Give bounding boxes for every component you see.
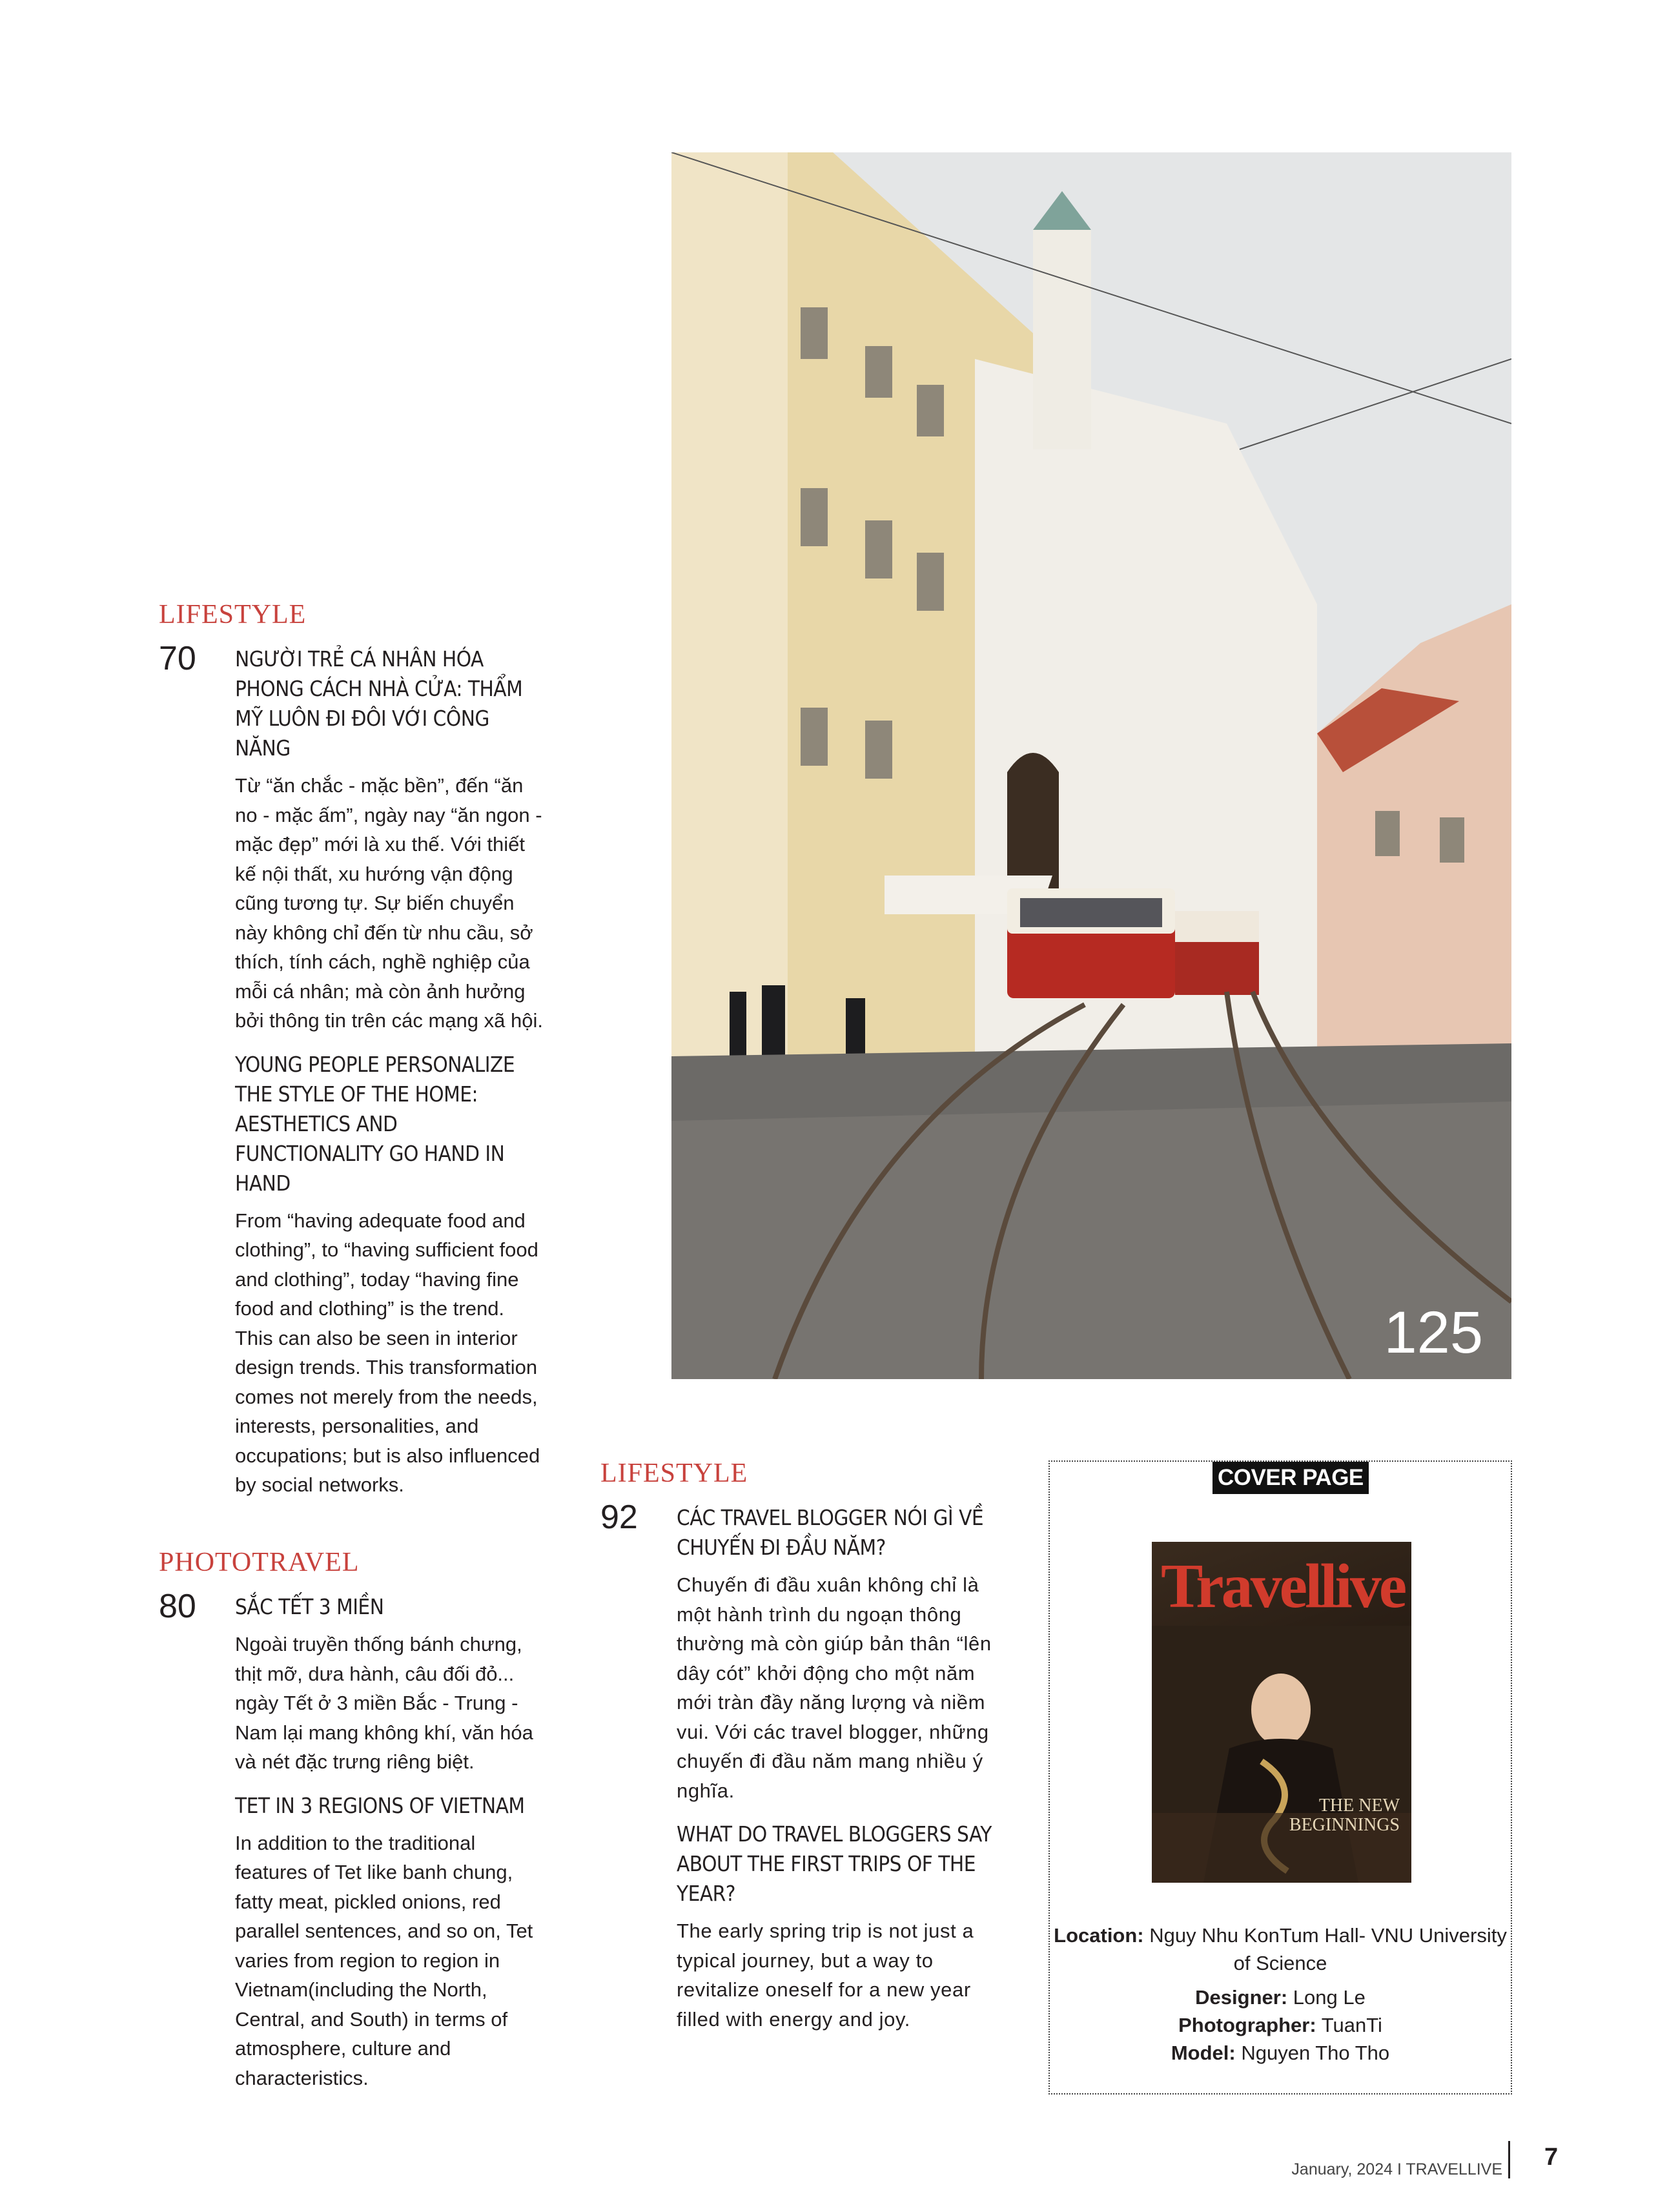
category-label: LIFESTYLE <box>600 1459 748 1488</box>
credit-value: Nguyen Tho Tho <box>1241 2042 1390 2064</box>
article-summary-en: From “having adequate food and clothing”, to “having sufficient food and clothing”, today “having fine food and clothing” is the trend. This can also be seen in interior design trends. This transformation comes not merely from the needs, interests, personalities, and occupations; but is also influenced by social networks. <box>235 1209 540 1496</box>
credit-value: Nguy Nhu KonTum Hall- VNU University of Science <box>1149 1924 1507 1974</box>
page-number: 92 <box>600 1499 638 1536</box>
article-title-en: TET IN 3 REGIONS OF VIETNAM <box>235 1792 525 1818</box>
article-title-vn: NGƯỜI TRẺ CÁ NHÂN HÓA PHONG CÁCH NHÀ CỬA: THẨM MỸ LUÔN ĐI ĐÔI VỚI CÔNG NĂNG <box>235 646 523 761</box>
article-summary-vn: Ngoài truyền thống bánh chưng, thịt mỡ, dưa hành, câu đối đỏ... ngày Tết ở 3 miền Bắc - Trung - Nam lại mang không khí, văn hóa và nét đặc trưng riêng biệt. <box>235 1633 533 1773</box>
toc-entry[interactable] <box>159 640 546 1500</box>
credit-model <box>1050 2039 1511 2067</box>
category-label: PHOTOTRAVEL <box>159 1548 360 1577</box>
folio-page-number: 7 <box>1544 2144 1559 2171</box>
footer-divider <box>1508 2141 1510 2178</box>
magazine-cover-image[interactable] <box>1152 1542 1411 1883</box>
cover-credits <box>1050 1921 1511 2067</box>
middle-column <box>600 1458 1014 2048</box>
toc-entry[interactable] <box>600 1499 1014 2034</box>
article-title-vn: CÁC TRAVEL BLOGGER NÓI GÌ VỀ CHUYẾN ĐI ĐẦU NĂM? <box>677 1505 984 1560</box>
credit-location <box>1050 1921 1511 1977</box>
prague-tram-street-photo <box>671 152 1511 1379</box>
cover-page-label: COVER PAGE <box>1212 1462 1369 1494</box>
credit-label: Photographer: <box>1178 2014 1316 2036</box>
credit-label: Model: <box>1171 2042 1236 2064</box>
category-label: LIFESTYLE <box>159 600 307 630</box>
article-title-en: WHAT DO TRAVEL BLOGGERS SAY ABOUT THE FIRST TRIPS OF THE YEAR? <box>677 1821 992 1906</box>
page-number: 70 <box>159 640 196 677</box>
article-title-vn: SẮC TẾT 3 MIỀN <box>235 1594 384 1619</box>
article-summary-en: The early spring trip is not just a typical journey, but a way to revitalize oneself for a new year filled with energy and joy. <box>677 1920 974 2031</box>
photo-page-ref[interactable]: 125 <box>1384 1300 1483 1366</box>
page-number: 80 <box>159 1588 196 1625</box>
credit-value: Long Le <box>1293 1986 1366 2009</box>
credit-designer <box>1050 1983 1511 2011</box>
cover-brand-title: Travellive <box>1161 1551 1405 1621</box>
toc-entry[interactable] <box>159 1588 546 2093</box>
article-title-en: YOUNG PEOPLE PERSONALIZE THE STYLE OF THE HOME: AESTHETICS AND FUNCTIONALITY GO HAND IN HAND <box>235 1051 515 1196</box>
article-summary-vn: Chuyến đi đầu xuân không chỉ là một hành trình du ngoạn thông thường mà còn giúp bản thân “lên dây cót” khởi động cho một năm mới tràn đầy năng lượng và niềm vui. Với các travel blogger, những chuyến đi đầu năm mang nhiều ý nghĩa. <box>677 1573 992 1802</box>
credit-value: TuanTi <box>1321 2014 1382 2036</box>
photo-illustration <box>671 152 1511 1379</box>
credit-photographer <box>1050 2011 1511 2039</box>
cover-tagline: THE NEW BEGINNINGS <box>1289 1796 1400 1835</box>
cover-page-box <box>1049 1460 1512 2094</box>
credit-label: Location: <box>1054 1924 1144 1947</box>
credit-label: Designer: <box>1195 1986 1288 2009</box>
article-summary-en: In addition to the traditional features of Tet like banh chung, fatty meat, pickled onions, red parallel sentences, and so on, Tet varies from region to region in Vietnam(including the North, Central, and South) in terms of atmosphere, culture and characteristics. <box>235 1831 533 2089</box>
article-summary-vn: Từ “ăn chắc - mặc bền”, đến “ăn no - mặc ấm”, ngày nay “ăn ngon - mặc đẹp” mới là xu thế. Với thiết kế nội thất, xu hướng vận động cũng tương tự. Sự biến chuyển này không chỉ đến từ nhu cầu, sở thích, tính cách, nghề nghiệp của mỗi cá nhân; mà còn ảnh hưởng bởi thông tin trên các mạng xã hội. <box>235 774 543 1032</box>
left-column <box>159 599 546 1514</box>
left-column-2 <box>159 1547 546 2107</box>
footer-issue: January, 2024 I TRAVELLIVE <box>1291 2160 1502 2178</box>
